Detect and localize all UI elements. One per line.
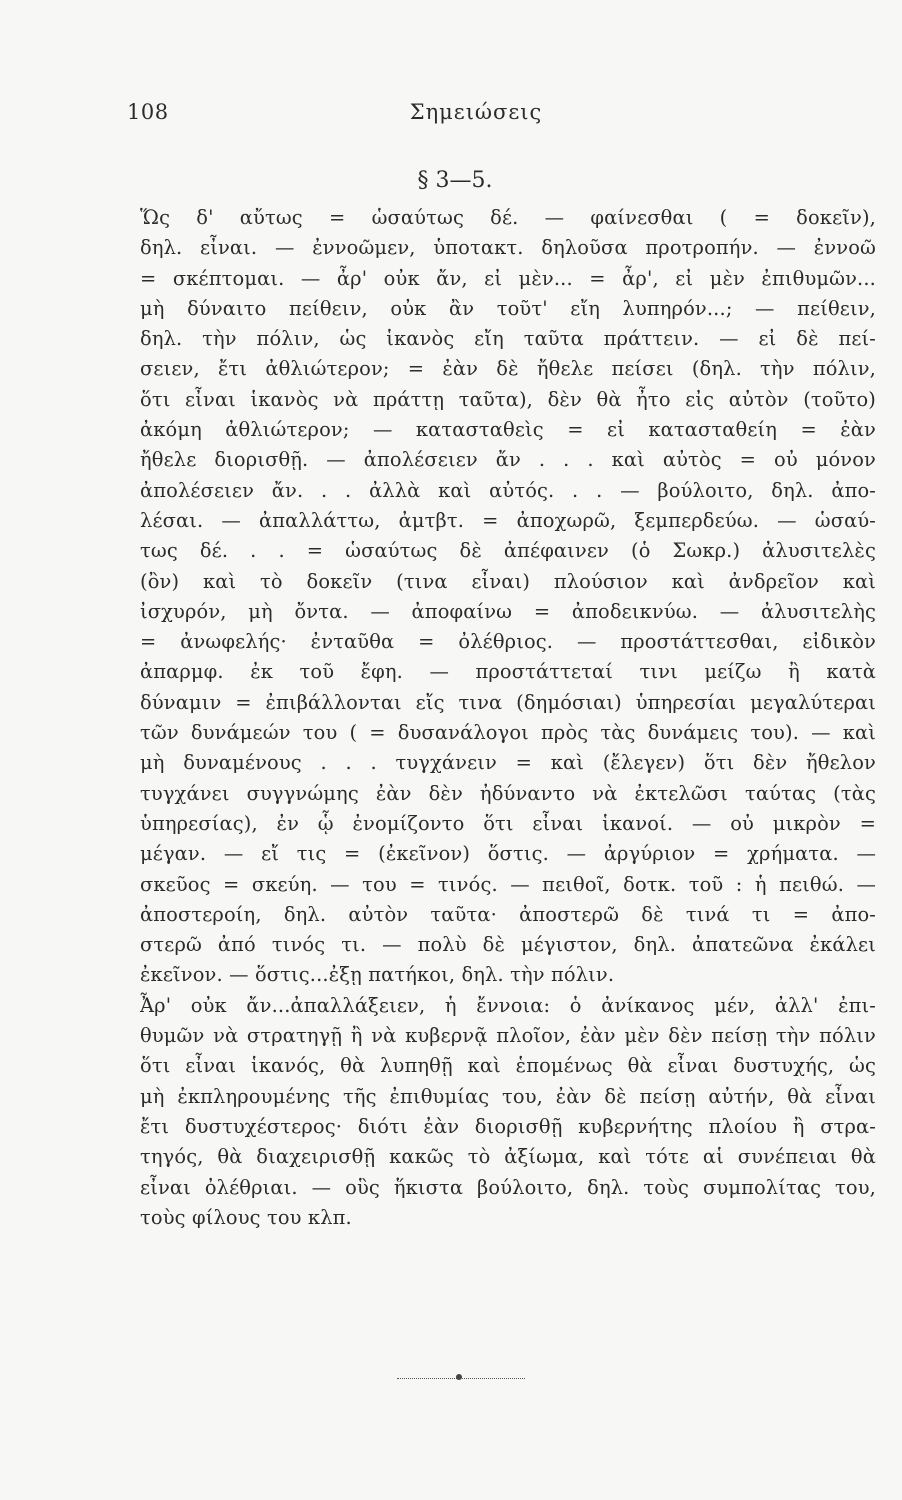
text-line: εἶναι ὀλέθριαι. — οὓς ἥκιστα βούλοιτο, δηλ. τοὺς συμπολίτας του,: [140, 1175, 876, 1199]
text-line: ἀκόμη ἀθλιώτερον; — κατασταθεὶς = εἰ κατασταθείη = ἐὰν: [140, 418, 876, 442]
text-line: τῶν δυνάμεών του ( = δυσανάλογοι πρὸς τὰς δυνάμεις του). — καὶ: [140, 721, 876, 745]
text-line: μὴ ἐκπληρουμένης τῆς ἐπιθυμίας του, ἐὰν δὲ πείσῃ αὐτήν, θὰ εἶναι: [140, 1084, 876, 1108]
end-divider-ornament: [456, 1374, 462, 1380]
running-header: Σημειώσεις: [409, 100, 543, 124]
page-number: 108: [127, 100, 169, 124]
text-line: δηλ. τὴν πόλιν, ὡς ἱκανὸς εἴη ταῦτα πράττειν. — εἰ δὲ πεί-: [140, 327, 876, 351]
text-line: ἔτι δυστυχέστερος· διότι ἐὰν διορισθῇ κυβερνήτης πλοίου ἢ στρα-: [140, 1114, 876, 1138]
commentary-text: [140, 203, 876, 1233]
text-line: = ἀνωφελής· ἐνταῦθα = ὀλέθριος. — προστάττεσθαι, εἰδικὸν: [140, 630, 876, 654]
text-line: μὴ δυναμένους . . . τυγχάνειν = καὶ (ἔλεγεν) ὅτι δὲν ἤθελον: [140, 751, 876, 775]
text-line: ἐκεῖνον. — ὅστις...ἐξῃ πατήκοι, δηλ. τὴν πόλιν.: [140, 963, 615, 987]
text-line: Ὥς δ' αὔτως = ὡσαύτως δέ. — φαίνεσθαι ( = δοκεῖν),: [140, 206, 876, 229]
text-line: ἀποστεροίη, δηλ. αὐτὸν ταῦτα· ἀποστερῶ δὲ τινά τι = ἀπο-: [140, 902, 876, 926]
text-line: = σκέπτομαι. — ἆρ' οὐκ ἄν, εἰ μὲν... = ἆρ', εἰ μὲν ἐπιθυμῶν...: [140, 266, 876, 290]
text-line: τυγχάνει συγγνώμης ἐὰν δὲν ἠδύναντο νὰ ἐκτελῶσι ταύτας (τὰς: [140, 781, 876, 805]
text-line: μὴ δύναιτο πείθειν, οὐκ ἂν τοῦτ' εἴη λυπηρόν...; — πείθειν,: [140, 296, 876, 320]
text-line: τως δέ. . . = ὡσαύτως δὲ ἀπέφαινεν (ὁ Σωκρ.) ἀλυσιτελὲς: [140, 539, 876, 563]
text-line: ἀπαρμφ. ἐκ τοῦ ἔφη. — προστάττεταί τινι μείζω ἢ κατὰ: [140, 660, 876, 684]
text-line: τηγός, θὰ διαχειρισθῇ κακῶς τὸ ἀξίωμα, καὶ τότε αἱ συνέπειαι θὰ: [140, 1145, 876, 1169]
text-line: θυμῶν νὰ στρατηγῇ ἢ νὰ κυβερνᾷ πλοῖον, ἐὰν μὲν δὲν πείσῃ τὴν πόλιν: [140, 1024, 876, 1048]
text-line: Ἆρ' οὐκ ἄν...ἀπαλλάξειεν, ἡ ἔννοια: ὁ ἀνίκανος μέν, ἀλλ' ἐπι-: [140, 993, 876, 1017]
text-line: ἀπολέσειεν ἄν. . . ἀλλὰ καὶ αὐτός. . . — βούλοιτο, δηλ. ἀπο-: [140, 478, 876, 502]
text-line: σκεῦος = σκεύη. — του = τινός. — πειθοῖ, δοτκ. τοῦ : ἡ πειθώ. —: [140, 872, 876, 896]
section-heading: § 3—5.: [417, 168, 493, 193]
text-line: ὑπηρεσίας), ἐν ᾧ ἐνομίζοντο ὅτι εἶναι ἱκανοί. — οὐ μικρὸν =: [140, 811, 876, 835]
text-line: μέγαν. — εἴ τις = (ἐκεῖνον) ὅστις. — ἀργύριον = χρήματα. —: [140, 842, 876, 866]
text-line: δηλ. εἶναι. — ἐννοῶμεν, ὑποτακτ. δηλοῦσα προτροπήν. — ἐννοῶ: [140, 236, 876, 260]
text-line: σειεν, ἔτι ἀθλιώτερον; = ἐὰν δὲ ἤθελε πείσει (δηλ. τὴν πόλιν,: [140, 357, 876, 381]
text-line: δύναμιν = ἐπιβάλλονται εἴς τινα (δημόσιαι) ὑπηρεσίαι μεγαλύτεραι: [140, 690, 876, 714]
text-line: στερῶ ἀπό τινός τι. — πολὺ δὲ μέγιστον, δηλ. ἀπατεῶνα ἐκάλει: [140, 933, 876, 957]
text-line: ὅτι εἶναι ἱκανὸς νὰ πράττῃ ταῦτα), δὲν θὰ ἦτο εἰς αὐτὸν (τοῦτο): [140, 387, 876, 411]
text-line: ἤθελε διορισθῇ. — ἀπολέσειεν ἄν . . . καὶ αὐτὸς = οὐ μόνον: [140, 448, 876, 472]
text-line: (ὂν) καὶ τὸ δοκεῖν (τινα εἶναι) πλούσιον καὶ ἀνδρεῖον καὶ: [140, 569, 876, 593]
text-line: ἰσχυρόν, μὴ ὄντα. — ἀποφαίνω = ἀποδεικνύω. — ἀλυσιτελὴς: [140, 599, 876, 623]
text-line: λέσαι. — ἀπαλλάττω, ἀμτβτ. = ἀποχωρῶ, ξεμπερδεύω. — ὡσαύ-: [140, 508, 876, 532]
text-line: τοὺς φίλους του κλπ.: [140, 1205, 352, 1229]
text-line: ὅτι εἶναι ἱκανός, θὰ λυπηθῇ καὶ ἑπομένως θὰ εἶναι δυστυχής, ὡς: [140, 1054, 876, 1078]
